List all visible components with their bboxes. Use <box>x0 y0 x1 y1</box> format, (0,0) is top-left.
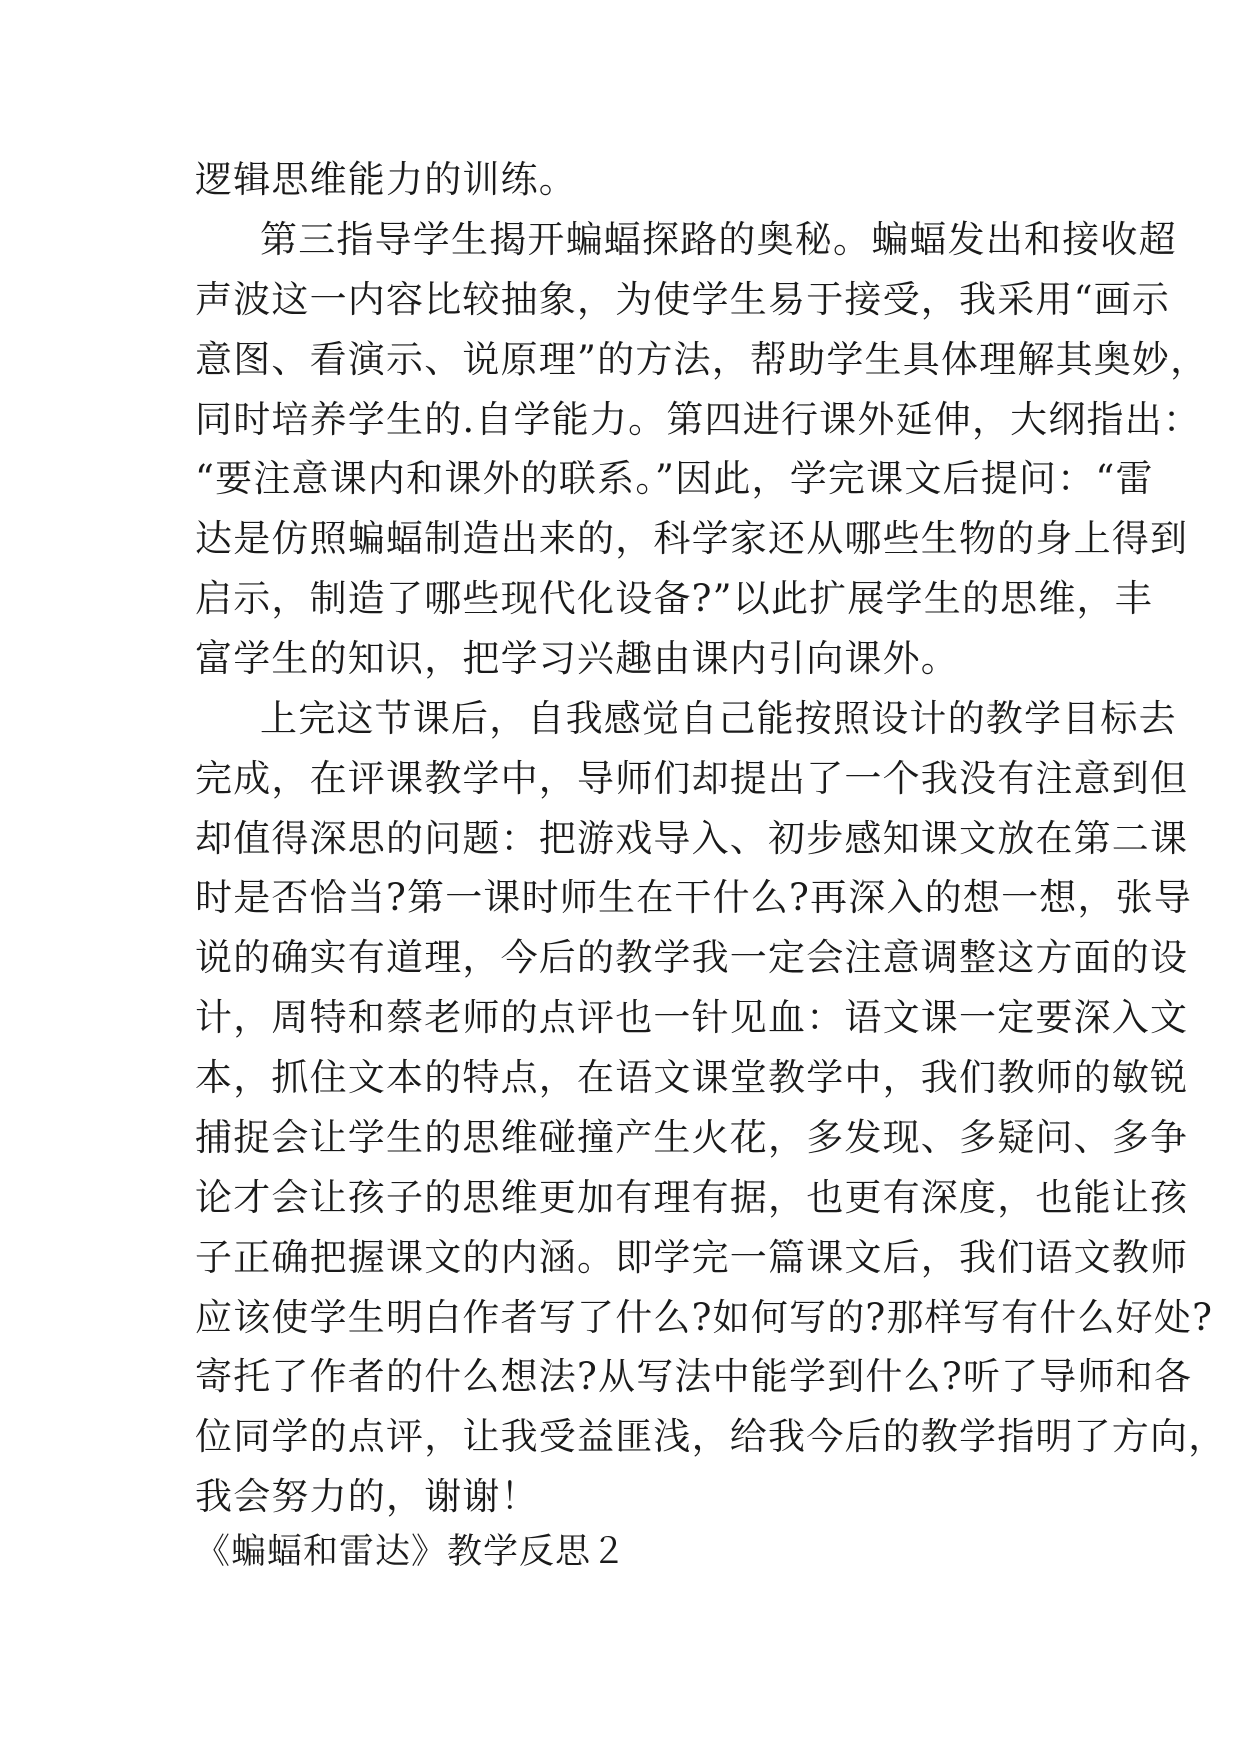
text-line: 启示，制造了哪些现代化设备?”以此扩展学生的思维，丰 <box>195 577 1153 620</box>
text-line: 论才会让孩子的思维更加有理有据，也更有深度，也能让孩 <box>195 1176 1189 1219</box>
text-line: 子正确把握课文的内涵。即学完一篇课文后，我们语文教师 <box>195 1236 1189 1279</box>
text-line: 捕捉会让学生的思维碰撞产生火花，多发现、多疑问、多争 <box>195 1116 1189 1159</box>
text-line: 本，抓住文本的特点，在语文课堂教学中，我们教师的敏锐 <box>195 1056 1189 1099</box>
text-line: 计，周特和蔡老师的点评也一针见血：语文课一定要深入文 <box>195 996 1189 1039</box>
text-line: 同时培养学生的.自学能力。第四进行课外延伸，大纲指出： <box>195 398 1202 441</box>
text-line: 完成，在评课教学中，导师们却提出了一个我没有注意到但 <box>195 757 1189 800</box>
text-line: 我会努力的，谢谢！ <box>195 1475 539 1518</box>
text-line: 却值得深思的问题：把游戏导入、初步感知课文放在第二课 <box>195 817 1189 860</box>
text-line: “要注意课内和课外的联系。”因此，学完课文后提问：“雷 <box>195 457 1154 500</box>
text-line: 上完这节课后，自我感觉自己能按照设计的教学目标去 <box>260 697 1177 740</box>
text-line: 意图、看演示、说原理”的方法，帮助学生具体理解其奥妙， <box>195 338 1209 381</box>
text-line: 声波这一内容比较抽象，为使学生易于接受，我采用“画示 <box>195 278 1171 321</box>
text-line: 逻辑思维能力的训练。 <box>195 158 577 201</box>
text-line: 达是仿照蝙蝠制造出来的，科学家还从哪些生物的身上得到 <box>195 517 1189 560</box>
text-line: 寄托了作者的什么想法?从写法中能学到什么?听了导师和各 <box>195 1355 1193 1398</box>
text-line: 位同学的点评，让我受益匪浅，给我今后的教学指明了方向， <box>195 1415 1227 1458</box>
text-line: 时是否恰当?第一课时师生在干什么?再深入的想一想，张导 <box>195 876 1193 919</box>
text-line: 第三指导学生揭开蝙蝠探路的奥秘。蝙蝠发出和接收超 <box>260 218 1177 261</box>
text-line: 说的确实有道理，今后的教学我一定会注意调整这方面的设 <box>195 936 1189 979</box>
section-heading: 《蝙蝠和雷达》教学反思２ <box>195 1532 628 1572</box>
text-line: 富学生的知识，把学习兴趣由课内引向课外。 <box>195 637 959 680</box>
text-line: 应该使学生明白作者写了什么?如何写的?那样写有什么好处? <box>195 1296 1214 1339</box>
